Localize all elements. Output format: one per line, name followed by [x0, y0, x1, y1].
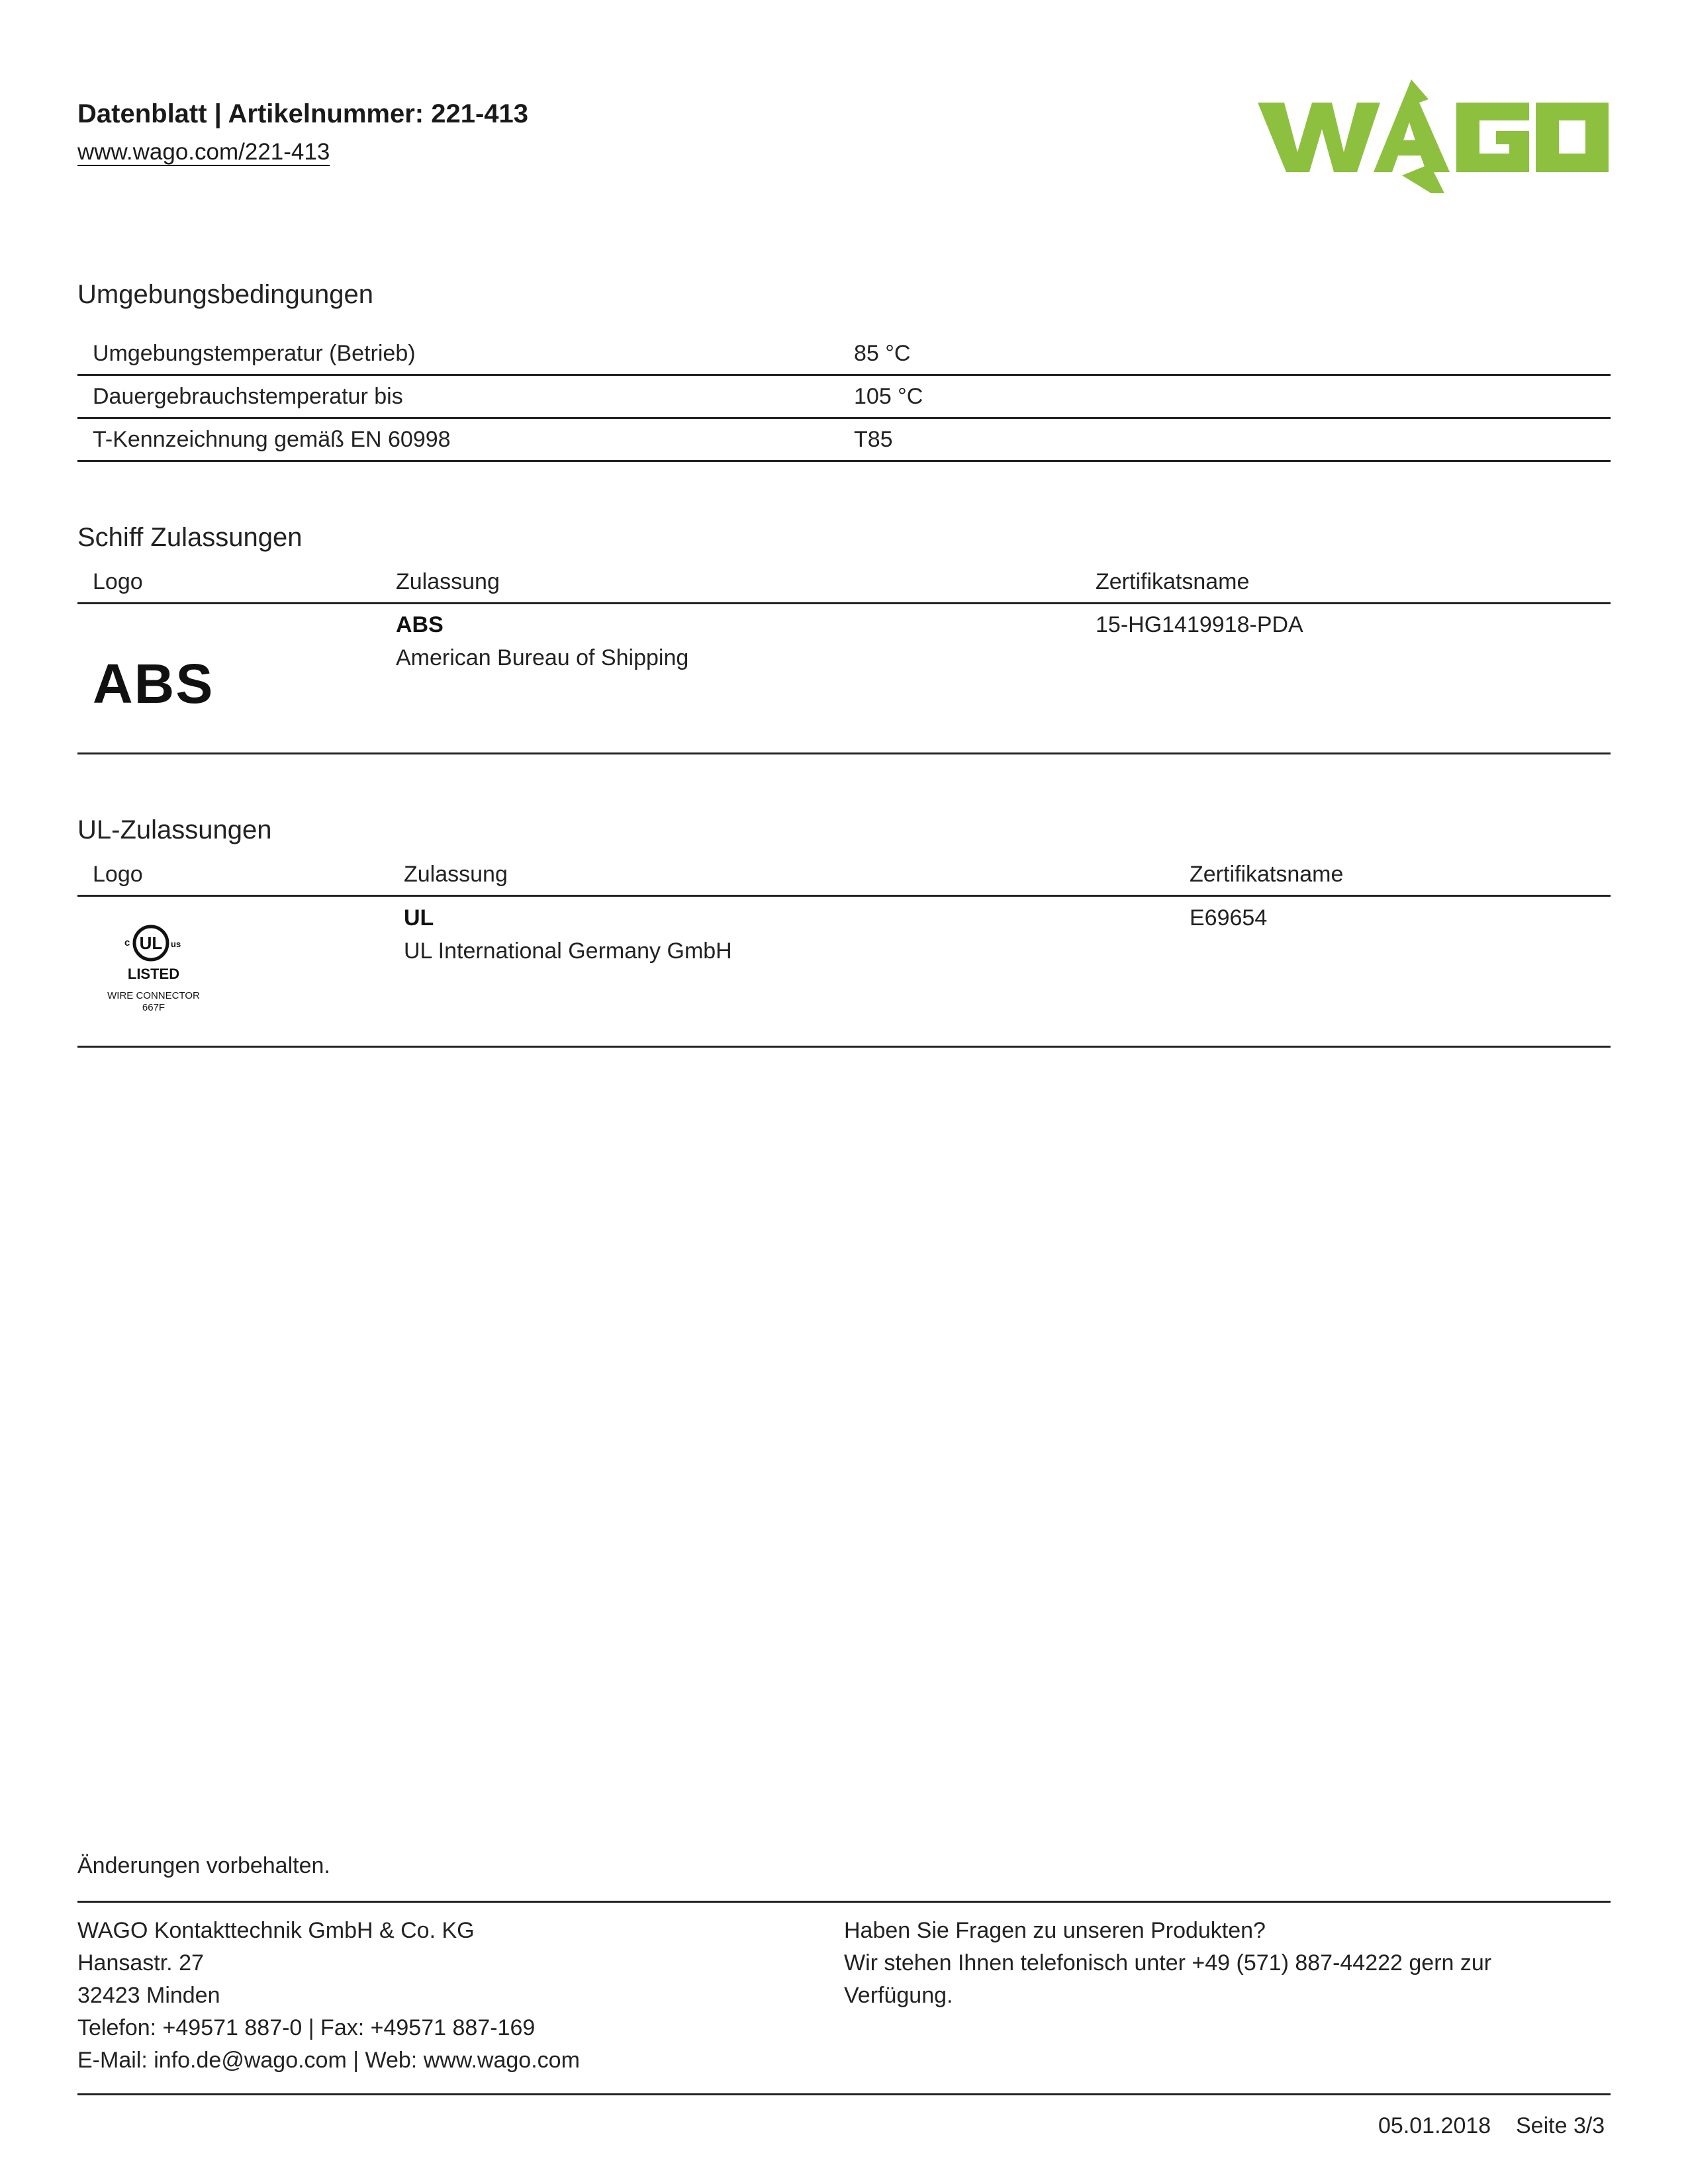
env-value-continuous-temp: 105 °C	[854, 384, 923, 409]
footer-contact-phone-line: Wir stehen Ihnen telefonisch unter +49 (571) 887-44222 gern zur	[844, 1950, 1492, 1976]
footer-divider	[77, 1901, 1611, 1903]
ship-cert-name: 15-HG1419918-PDA	[1096, 612, 1303, 637]
ship-section-title: Schiff Zulassungen	[77, 523, 303, 552]
table-divider	[77, 895, 1611, 897]
page-title: Datenblatt | Artikelnummer: 221-413	[77, 99, 529, 128]
ul-logo-listed: LISTED	[127, 966, 180, 982]
environment-section-title: Umgebungsbedingungen	[77, 280, 374, 309]
footer-contact-question: Haben Sie Fragen zu unseren Produkten?	[844, 1918, 1266, 1943]
env-label-continuous-temp: Dauergebrauchstemperatur bis	[93, 384, 403, 409]
ul-logo-line1: WIRE CONNECTOR	[107, 990, 200, 1001]
ship-header-cert: Zertifikatsname	[1096, 569, 1250, 594]
table-divider	[77, 752, 1611, 754]
ship-header-approval: Zulassung	[396, 569, 500, 594]
footer-company-phone: Telefon: +49571 887-0 | Fax: +49571 887-169	[77, 2015, 536, 2040]
ul-approval-name: UL	[404, 905, 434, 931]
abs-logo: ABS	[93, 653, 214, 715]
ship-approval-name: ABS	[396, 612, 444, 637]
footer-contact-end: Verfügung.	[844, 1983, 953, 2008]
ul-listed-logo	[99, 923, 212, 1023]
table-divider	[77, 460, 1611, 462]
ul-header-logo: Logo	[93, 862, 143, 887]
product-url-link[interactable]: www.wago.com/221-413	[77, 139, 330, 165]
ship-approval-org: American Bureau of Shipping	[396, 645, 689, 670]
env-label-operating-temp: Umgebungstemperatur (Betrieb)	[93, 341, 416, 366]
footer-company-city: 32423 Minden	[77, 1983, 220, 2008]
ul-header-approval: Zulassung	[404, 862, 508, 887]
ul-approval-org: UL International Germany GmbH	[404, 938, 732, 964]
ship-header-logo: Logo	[93, 569, 143, 594]
wago-logo	[1258, 79, 1609, 195]
env-value-t-marking: T85	[854, 427, 893, 452]
ul-logo-us: us	[171, 939, 181, 949]
footer-company-street: Hansastr. 27	[77, 1950, 204, 1976]
ul-section-title: UL-Zulassungen	[77, 815, 272, 844]
ul-logo-line2: 667F	[142, 1002, 165, 1013]
footer-page-number: Seite 3/3	[1516, 2113, 1605, 2138]
ul-cert-name: E69654	[1190, 905, 1268, 931]
footer-date: 05.01.2018	[1378, 2113, 1491, 2138]
env-label-t-marking: T-Kennzeichnung gemäß EN 60998	[93, 427, 451, 452]
footer-divider	[77, 2093, 1611, 2095]
ul-logo-mark: UL	[139, 933, 163, 953]
ul-logo-c: c	[124, 937, 130, 948]
table-divider	[77, 417, 1611, 419]
ul-header-cert: Zertifikatsname	[1190, 862, 1344, 887]
table-divider	[77, 1046, 1611, 1048]
footer-company-email: E-Mail: info.de@wago.com | Web: www.wago.com	[77, 2048, 580, 2073]
footer-company-name: WAGO Kontakttechnik GmbH & Co. KG	[77, 1918, 475, 1943]
table-divider	[77, 602, 1611, 604]
env-value-operating-temp: 85 °C	[854, 341, 911, 366]
footer-notice: Änderungen vorbehalten.	[77, 1853, 330, 1878]
table-divider	[77, 374, 1611, 376]
